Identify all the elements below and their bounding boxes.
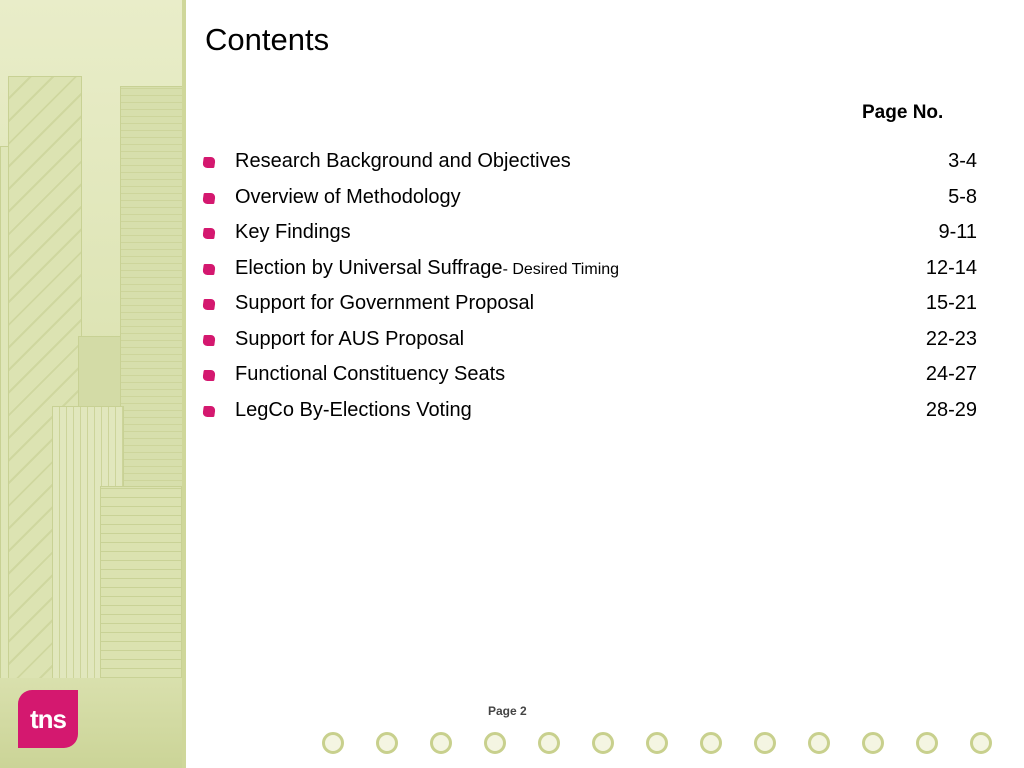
toc-item-pages: 12-14 [925,256,977,279]
toc-item-label: Research Background and Objectives [235,150,571,172]
toc-item-pages: 28-29 [925,398,977,421]
dot-icon [862,732,884,754]
toc-item-label: Support for Government Proposal [235,292,535,314]
toc-item [203,395,983,431]
toc-item-label: Election by Universal Suffrage- Desired Timing [235,256,620,279]
bullet-icon [202,370,216,381]
toc-item [203,288,983,324]
dot-icon [322,732,344,754]
panel-edge [182,0,186,768]
toc-item-pages: 15-21 [925,292,977,314]
toc-item [203,253,983,289]
page-number-column-header: Page No. [862,102,944,123]
toc-item-label: Support for AUS Proposal [235,327,465,350]
tns-logo: tns [18,690,78,748]
toc-item-pages: 22-23 [925,327,977,350]
dot-icon [430,732,452,754]
dot-icon [916,732,938,754]
bullet-icon [202,335,216,346]
dot-icon [646,732,668,754]
bullet-icon [202,228,216,239]
toc-item-sublabel: - Desired Timing [502,260,620,278]
bullet-icon [202,157,216,168]
toc-item-pages: 9-11 [938,221,977,243]
dot-icon [484,732,506,754]
toc-item-label: Overview of Methodology [235,185,461,208]
toc-item-pages: 3-4 [948,150,977,172]
dot-icon [700,732,722,754]
dot-icon [592,732,614,754]
toc-item [203,182,983,218]
bullet-icon [202,406,216,417]
bullet-icon [202,264,216,275]
decorative-dot-row [322,732,1022,754]
toc-item [203,359,983,395]
toc-item-label: Key Findings [235,221,351,243]
bullet-icon [202,299,216,310]
decorative-cityscape-panel [0,0,186,768]
toc-item [203,217,983,253]
dot-icon [970,732,992,754]
toc-item-pages: 24-27 [925,363,977,385]
toc-item-label: LegCo By-Elections Voting [235,398,472,421]
dot-icon [754,732,776,754]
toc-item [203,146,983,182]
dot-icon [538,732,560,754]
bullet-icon [202,193,216,204]
dot-icon [376,732,398,754]
footer-page-number: Page 2 [488,704,527,718]
toc-item-label: Functional Constituency Seats [235,363,506,385]
toc-item [203,324,983,360]
toc-item-pages: 5-8 [948,185,977,208]
table-of-contents [203,146,983,430]
dot-icon [808,732,830,754]
page-title: Contents [205,22,330,57]
